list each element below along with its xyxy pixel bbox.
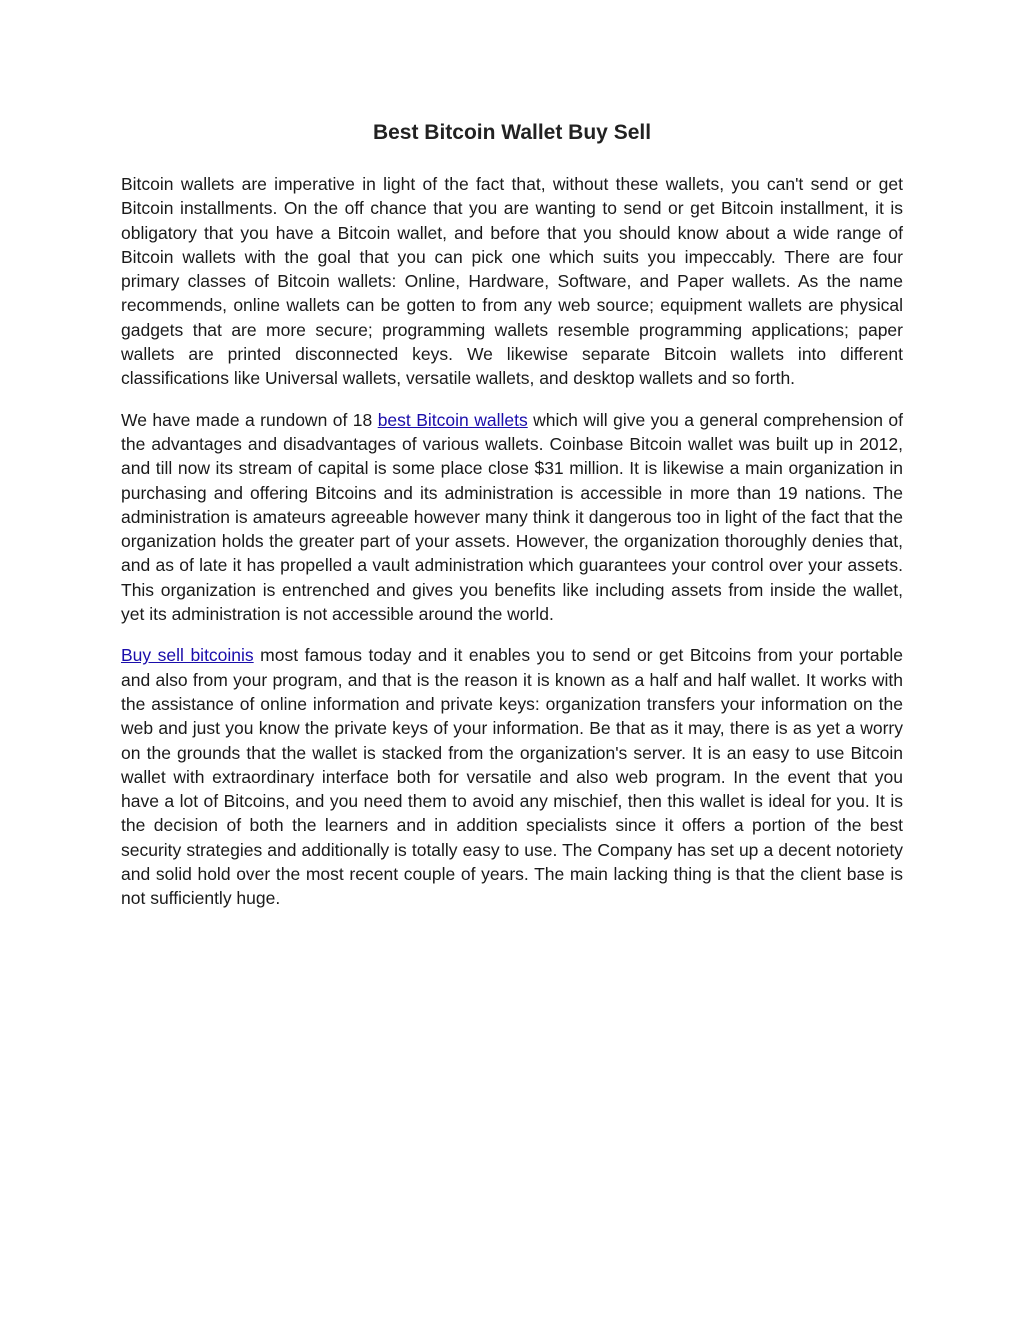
paragraph-2-intro: We have made a rundown of 18 xyxy=(121,409,378,430)
buy-sell-bitcoin-link[interactable]: Buy sell bitcoinis xyxy=(121,645,254,666)
best-bitcoin-wallets-link[interactable]: best Bitcoin wallets xyxy=(377,409,528,430)
paragraph-3-body: most famous today and it enables you to send or get Bitcoins from your portable and also from your program, and that is the reason it is known as a half and half wallet. It works with the assistance of online information and private keys: organization transfers your information on the web and just you know the private keys of your information. Be that as it may, there is as yet a worry on the grounds that the wallet is stacked from the organization's server. It is an easy to use Bitcoin wallet with extraordinary interface both for versatile and also web program. In the event that you have a lot of Bitcoins, and you need them to avoid any mischief, then this wallet is ideal for you. It is the decision of both the learners and in addition specialists since it offers a portion of the best security strategies and additionally is totally easy to use. The Company has set up a decent notoriety and solid hold over the most recent couple of years. The main lacking thing is that the client base is not sufficiently huge. xyxy=(121,645,903,909)
paragraph-1: Bitcoin wallets are imperative in light of the fact that, without these wallets, you can't send or get Bitcoin installments. On the off chance that you are wanting to send or get Bitcoin installment, it is obligatory that you have a Bitcoin wallet, and before that you should know about a wide range of Bitcoin wallets with the goal that you can pick one which suits you impeccably. There are four primary classes of Bitcoin wallets: Online, Hardware, Software, and Paper wallets. As the name recommends, online wallets can be gotten to from any web source; equipment wallets are physical gadgets that are more secure; programming wallets resemble programming applications; paper wallets are printed disconnected keys. We likewise separate Bitcoin wallets into different classifications like Universal wallets, versatile wallets, and desktop wallets and so forth. xyxy=(121,174,903,389)
paragraph-2-body: which will give you a general comprehension of the advantages and disadvantages of various wallets. Coinbase Bitcoin wallet was built up in 2012, and till now its stream of capital is some place close $31 million. It is likewise a main organization in purchasing and offering Bitcoins and its administration is accessible in more than 19 nations. The administration is amateurs agreeable however many think it dangerous too in light of the fact that the organization holds the greater part of your assets. However, the organization thoroughly denies that, and as of late it has propelled a vault administration which guarantees your control over your assets. This organization is entrenched and gives you benefits like including assets from inside the wallet, yet its administration is not accessible around the world. xyxy=(121,409,903,625)
document-title: Best Bitcoin Wallet Buy Sell xyxy=(372,121,652,144)
document-page xyxy=(121,116,903,928)
paragraph-2 xyxy=(121,408,903,627)
paragraph-3 xyxy=(121,643,903,910)
